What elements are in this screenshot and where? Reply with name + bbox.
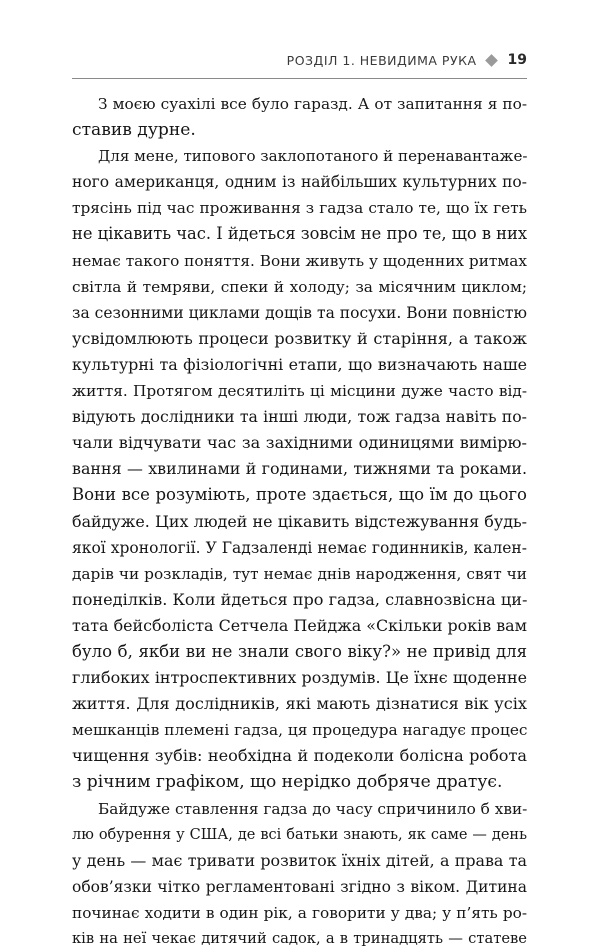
paragraph: [72, 143, 527, 795]
text-line: починає ходити в один рік, а говорити у два; у п’ять ро-: [72, 903, 527, 922]
text-line: обов’язки чітко регламентовані згідно з віком. Дитина: [72, 877, 527, 896]
text-line: чищення зубів: необхідна й подеколи болісна робота: [72, 746, 527, 766]
text-line: лю обурення у США, де всі батьки знають, як саме — день: [72, 826, 527, 843]
text-line: тата бейсболіста Сетчела Пейджа «Скільки років вам: [72, 615, 527, 635]
paragraph: [72, 796, 527, 952]
text-line: трясінь під час проживання з гадза стало те, що їх геть: [72, 199, 527, 218]
text-line: чали відчувати час за західними одиницями вимірю-: [72, 433, 527, 453]
text-line: ставив дурне.: [72, 120, 196, 141]
text-line: понеділків. Коли йдеться про гадза, славнозвісна ци-: [72, 589, 528, 609]
page-number: 19: [507, 52, 527, 68]
header-divider: [72, 78, 527, 79]
text-line: не цікавить час. І йдеться зовсім не про те, що в них: [72, 224, 528, 244]
text-line: Для мене, типового заклопотаного й перенавантаже-: [98, 147, 528, 166]
text-line: З моєю суахілі все було гаразд. А от запитання я по-: [98, 95, 527, 113]
text-line: глибоких інтроспективних роздумів. Це їхнє щоденне: [72, 668, 527, 688]
text-line: дарів чи розкладів, тут немає днів народження, свят чи: [72, 564, 527, 583]
text-line: немає такого поняття. Вони живуть у щоденних ритмах: [72, 251, 527, 270]
text-line: ків на неї чекає дитячий садок, а в тринадцять — статеве: [72, 930, 527, 947]
text-line: життя. Протягом десятиліть ці місцини дуже часто від-: [72, 382, 527, 401]
text-line: ного американця, одним із найбільших культурних по-: [72, 173, 527, 192]
text-line: усвідомлюють процеси розвитку й старіння, а також: [72, 328, 527, 348]
text-line: світла й темряви, спеки й холоду; за місячним циклом;: [72, 277, 527, 296]
paragraph: [72, 91, 527, 143]
running-title: РОЗДІЛ 1. НЕВИДИМА РУКА: [286, 52, 477, 68]
text-line: у день — має тривати розвиток їхніх дітей, а права та: [72, 850, 527, 870]
text-line: відують дослідники та інші люди, тож гадза навіть по-: [72, 407, 527, 427]
text-line: байдуже. Цих людей не цікавить відстежування будь-: [72, 511, 527, 531]
text-line: з річним графіком, що нерідко добряче дратує.: [72, 772, 503, 793]
text-line: за сезонними циклами дощів та посухи. Вони повністю: [72, 303, 527, 322]
text-line: мешканців племені гадза, ця процедура нагадує процес: [72, 721, 528, 740]
text-line: Вони все розуміють, проте здається, що їм до цього: [72, 485, 527, 505]
text-line: Байдуже ставлення гадза до часу спричинило б хви-: [98, 799, 528, 818]
text-line: було б, якби ви не знали свого віку?» не привід для: [72, 641, 527, 661]
text-line: вання — хвилинами й годинами, тижнями та роками.: [72, 459, 527, 479]
text-line: якої хронології. У Гадзаленді немає годинників, кален-: [72, 538, 527, 557]
text-line: життя. Для дослідників, які мають дізнатися вік усіх: [72, 694, 527, 714]
diamond-icon: [485, 54, 498, 67]
running-header: [72, 48, 527, 72]
body-text: [72, 91, 527, 952]
text-line: культурні та фізіологічні етапи, що визначають наше: [72, 354, 527, 374]
